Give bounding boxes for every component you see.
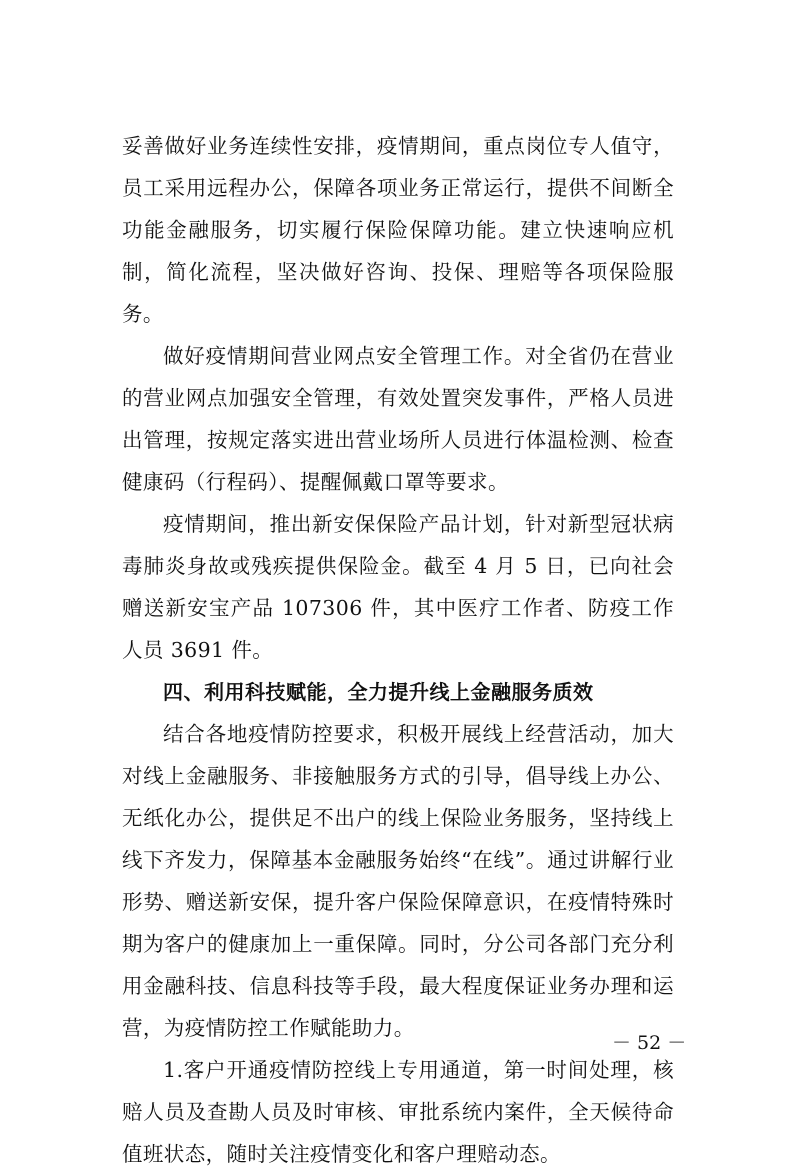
paragraph-continuity: 妥善做好业务连续性安排，疫情期间，重点岗位专人值守，员工采用远程办公，保障各项业务正常运行，提供不间断全功能金融服务，切实履行保险保障功能。建立快速响应机制，简化流程，坚决做好咨询、投保、理赔等各项保险服务。 — [122, 134, 674, 326]
page-number: － 52 － — [612, 1032, 687, 1054]
paragraph-online-services: 结合各地疫情防控要求，积极开展线上经营活动，加大对线上金融服务、非接触服务方式的引导，倡导线上办公、无纸化办公，提供足不出户的线上保险业务服务，坚持线上线下齐发力，保障基本金融服务始终“在线”。通过讲解行业形势、赠送新安保，提升客户保险保障意识，在疫情特殊时期为客户的健康加上一重保障。同时，分公司各部门充分利用金融科技、信息科技等手段，最大程度保证业务办理和运营，为疫情防控工作赋能助力。 — [122, 722, 674, 1040]
paragraph-claims-channel: 1.客户开通疫情防控线上专用通道，第一时间处理，核赔人员及查勘人员及时审核、审批系统内案件，全天候待命值班状态，随时关注疫情变化和客户理赔动态。 — [122, 1058, 674, 1166]
paragraph-insurance-product: 疫情期间，推出新安保保险产品计划，针对新型冠状病毒肺炎身故或残疾提供保险金。截至 4 月 5 日，已向社会赠送新安宝产品 107306 件，其中医疗工作者、防疫工作人员 3691 件。 — [122, 512, 674, 662]
document-body — [122, 125, 674, 1175]
section-heading: 四、利用科技赋能，全力提升线上金融服务质效 — [163, 680, 594, 704]
paragraph-branch-safety: 做好疫情期间营业网点安全管理工作。对全省仍在营业的营业网点加强安全管理，有效处置突发事件，严格人员进出管理，按规定落实进出营业场所人员进行体温检测、检查健康码（行程码）、提醒佩戴口罩等要求。 — [122, 344, 674, 494]
